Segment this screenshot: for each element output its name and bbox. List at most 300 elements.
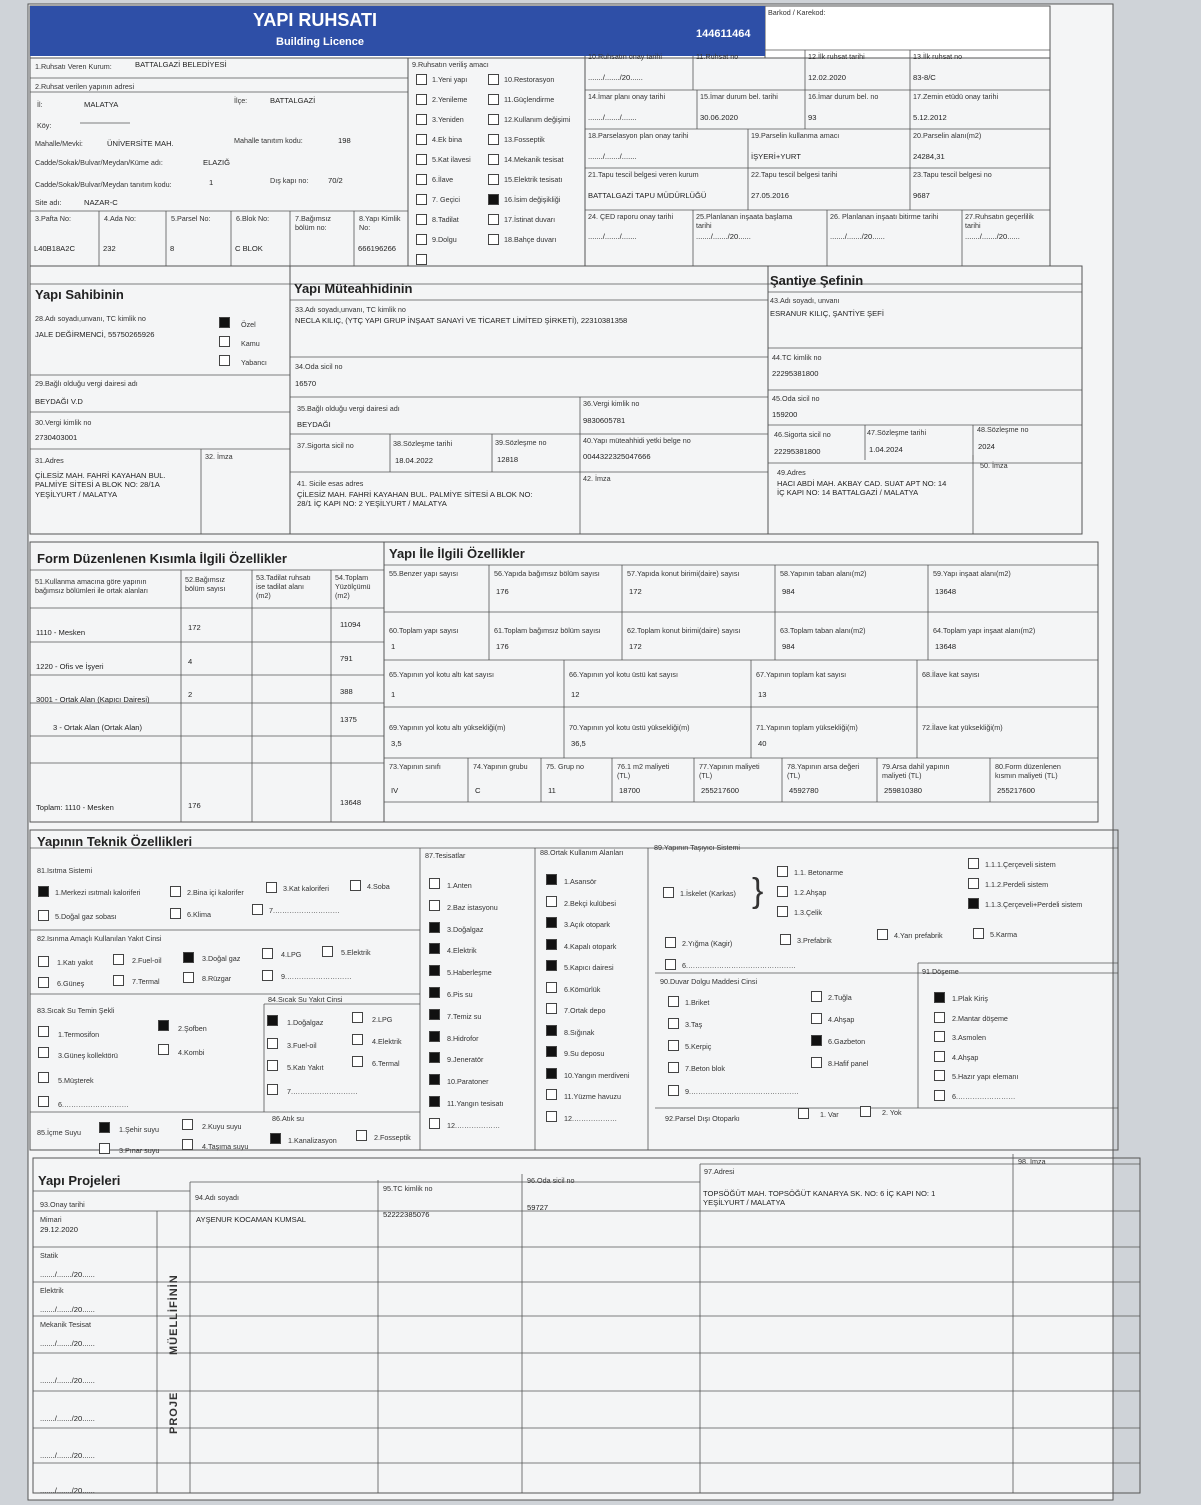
wfuel-label-3: 4.Elektrik [372,1037,402,1046]
f39-label: 39.Sözleşme no [495,438,547,447]
building-label-1: 56.Yapıda bağımsız bölüm sayısı [494,569,600,578]
common-label-10: 11.Yüzme havuzu [564,1092,622,1101]
water-label-2: 3.Güneş kollektörü [58,1051,118,1060]
purpose-checkbox-6[interactable] [416,194,427,205]
h89: 89.Yapının Taşıyıcı Sistemi [654,843,741,852]
drink-checkbox-3[interactable] [182,1139,193,1150]
drink-checkbox-1[interactable] [182,1119,193,1130]
common-checkbox-11[interactable] [546,1111,557,1122]
projects-title: Yapı Projeleri [38,1173,121,1188]
carrier-label-9: 4.Yarı prefabrik [894,931,943,940]
purpose-label-1: 2.Yenileme [432,95,468,104]
f3-label: 3.Pafta No: [35,214,71,223]
grid-label-9: 19.Parselin kullanma amacı [751,131,840,140]
grid-label-17: 27.Ruhsatın geçerlilik tarihi [965,212,1034,230]
carrier-checkbox-6[interactable] [968,898,979,909]
common-checkbox-9[interactable] [546,1068,557,1079]
floor-label-1: 2.Mantar döşeme [952,1013,1008,1023]
fuel-checkbox-4[interactable] [322,946,333,957]
grid-label-16: 26. Planlanan inşaatı bitirme tarihi [830,212,939,221]
purpose-label-8: 9.Dolgu [432,235,457,244]
header-banner [30,6,765,56]
wall-checkbox-7[interactable] [811,1057,822,1068]
owner-type-checkbox-2[interactable] [219,355,230,366]
purpose-checkbox-9[interactable] [416,254,427,265]
heat-label-3: 4.Soba [367,882,390,891]
purpose-checkbox-5[interactable] [416,174,427,185]
building-value-16: 40 [758,739,767,748]
wall-checkbox-4[interactable] [668,1040,679,1051]
carrier-checkbox-8[interactable] [780,934,791,945]
install-checkbox-10[interactable] [429,1096,440,1107]
grid-label-6: 16.İmar durum bel. no [808,92,879,101]
building-value-6: 176 [496,642,509,651]
purpose-checkbox-10[interactable] [488,74,499,85]
grid-value-5: 30.06.2020 [700,113,739,122]
common-checkbox-10[interactable] [546,1089,557,1100]
install-checkbox-5[interactable] [429,987,440,998]
drink-checkbox-2[interactable] [99,1143,110,1154]
wall-label-6: 7.Beton blok [685,1064,725,1073]
common-checkbox-3[interactable] [546,939,557,950]
fuel-label-8: 9.……………………… [281,972,352,981]
building-label-20: 75. Grup no [546,762,584,771]
carrier-checkbox-4[interactable] [968,858,979,869]
f45-label: 45.Oda sicil no [772,394,820,403]
install-checkbox-2[interactable] [429,922,440,933]
wall-label-7: 8.Hafif panel [828,1059,869,1068]
h87: 87.Tesisatlar [425,851,466,860]
water-checkbox-4[interactable] [38,1072,49,1083]
dis-kapi-value: 70/2 [328,176,343,185]
fuel-checkbox-3[interactable] [262,948,273,959]
grid-value-13: 9687 [913,191,930,200]
grid-label-1: 11.Ruhsat no [696,52,739,61]
common-checkbox-4[interactable] [546,960,557,971]
project-date-7: ......./......./20...... [40,1486,95,1495]
fuel-checkbox-8[interactable] [262,970,273,981]
f1-label: 1.Ruhsatı Veren Kurum: [35,62,112,71]
document-title: YAPI RUHSATI [253,10,378,30]
water-checkbox-3[interactable] [158,1044,169,1055]
il-value: MALATYA [84,100,119,109]
carrier-label-2: 1.2.Ahşap [794,888,827,897]
heat-label-6: 7.……………………… [269,906,340,915]
owner-type-checkbox-1[interactable] [219,336,230,347]
purpose-checkbox-16[interactable] [488,194,499,205]
common-label-8: 9.Su deposu [564,1049,605,1058]
building-label-18: 73.Yapının sınıfı [389,762,441,771]
install-checkbox-11[interactable] [429,1118,440,1129]
wfuel-checkbox-4[interactable] [267,1060,278,1071]
common-label-9: 10.Yangın merdiveni [564,1070,630,1080]
f29-value: BEYDAĞI V.D [35,397,83,406]
install-checkbox-4[interactable] [429,965,440,976]
grid-label-14: 24. ÇED raporu onay tarihi [588,212,674,221]
install-checkbox-6[interactable] [429,1009,440,1020]
building-label-13: 68.İlave kat sayısı [922,670,980,679]
wall-label-8: 9.……………………………………… [685,1087,799,1096]
building-value-15: 36,5 [571,739,586,748]
drink-checkbox-0[interactable] [99,1122,110,1133]
common-label-11: 12.……………… [564,1113,618,1123]
common-label-1: 2.Bekçi kulübesi [564,898,616,908]
f44-value: 22295381800 [772,369,819,378]
purpose-checkbox-8[interactable] [416,234,427,245]
grid-label-10: 20.Parselin alanı(m2) [913,131,982,140]
building-label-9: 64.Toplam yapı inşaat alanı(m2) [933,626,1036,635]
purpose-checkbox-17[interactable] [488,214,499,225]
f9-label: 9.Ruhsatın veriliş amacı [412,60,489,69]
wall-label-2: 3.Taş [685,1020,703,1029]
carrier-checkbox-9[interactable] [877,929,888,940]
f4-value: 232 [103,244,116,253]
heat-checkbox-6[interactable] [252,904,263,915]
building-label-17: 72.İlave kat yüksekliği(m) [922,723,1003,732]
koy-label: Köy: [37,121,52,130]
common-checkbox-2[interactable] [546,917,557,928]
carrier-checkbox-1[interactable] [777,866,788,877]
wall-checkbox-3[interactable] [811,1013,822,1024]
heat-checkbox-1[interactable] [170,886,181,897]
owner-type-checkbox-0[interactable] [219,317,230,328]
wall-checkbox-5[interactable] [811,1035,822,1046]
h96: 96.Oda sicil no [527,1176,575,1185]
f40-label: 40.Yapı müteahhidi yetki belge no [583,436,691,445]
f36-value: 9830605781 [583,416,626,425]
heat-checkbox-3[interactable] [350,880,361,891]
grid-label-8: 18.Parselasyon plan onay tarihi [588,131,689,140]
wfuel-checkbox-0[interactable] [267,1015,278,1026]
grid-label-12: 22.Tapu tescil belgesi tarihi [751,170,838,179]
grid-value-16: ......./......./20...... [830,232,885,241]
f35-value: BEYDAĞI [297,420,331,429]
install-checkbox-8[interactable] [429,1052,440,1063]
owner-type-label-1: Kamu [241,339,260,348]
carrier-brace: } [752,872,764,910]
common-checkbox-7[interactable] [546,1025,557,1036]
grid-value-17: ......./......./20...... [965,232,1020,241]
fuel-label-4: 5.Elektrik [341,948,371,957]
building-label-21: 76.1 m2 maliyeti (TL) [617,762,670,780]
floor-checkbox-0[interactable] [934,992,945,1003]
form-row-area-3: 1375 [340,715,357,724]
building-value-14: 3,5 [391,739,402,748]
f41-value: ÇİLESİZ MAH. FAHRİ KAYAHAN BUL. PALMİYE SİTESİ A BLOK NO: 28/1 İÇ KAPI NO: 2 YEŞİLYURT / MALATYA [297,490,533,509]
wall-checkbox-8[interactable] [668,1085,679,1096]
form-row-count-1: 4 [188,657,193,666]
wall-label-0: 1.Briket [685,998,710,1007]
project-date-3: ......./......./20...... [40,1339,95,1348]
carrier-checkbox-0[interactable] [663,887,674,898]
install-label-5: 6.Pis su [447,990,473,999]
floor-label-5: 6.…………………… [952,1091,1016,1101]
heat-checkbox-4[interactable] [38,910,49,921]
install-checkbox-1[interactable] [429,900,440,911]
common-checkbox-6[interactable] [546,1003,557,1014]
grid-value-12: 27.05.2016 [751,191,790,200]
purpose-checkbox-0[interactable] [416,74,427,85]
mahalle-kod-value: 198 [338,136,351,145]
form-row-count-5: 176 [188,801,201,810]
f48-label: 48.Sözleşme no [977,425,1029,434]
wall-checkbox-2[interactable] [668,1018,679,1029]
carrier-label-4: 1.1.1.Çerçeveli sistem [985,860,1056,869]
carrier-checkbox-5[interactable] [968,878,979,889]
common-checkbox-5[interactable] [546,982,557,993]
f33-value: NECLA KILIÇ, (YTÇ YAPI GRUP İNŞAAT SANAYİ VE TİCARET LİMİTED ŞİRKETİ), 22310381358 [295,316,628,325]
f44-label: 44.TC kimlik no [772,353,822,362]
fuel-label-1: 2.Fuel-oil [132,956,162,965]
purpose-checkbox-7[interactable] [416,214,427,225]
f41-label: 41. Sicile esas adres [297,479,364,488]
common-label-2: 3.Açık otopark [564,920,610,929]
carrier-checkbox-7[interactable] [665,937,676,948]
f31-value: ÇİLESİZ MAH. FAHRİ KAYAHAN BUL. PALMİYE SİTESİ A BLOK NO: 28/1A YEŞİLYURT / MALATYA [35,471,166,499]
floor-label-4: 5.Hazır yapı elemanı [952,1072,1019,1081]
ilce-value: BATTALGAZİ [270,96,316,105]
install-checkbox-9[interactable] [429,1074,440,1085]
fuel-checkbox-5[interactable] [38,977,49,988]
form-row-area-1: 791 [340,654,353,663]
water-checkbox-5[interactable] [38,1096,49,1107]
building-label-8: 63.Toplam taban alanı(m2) [780,626,866,635]
building-value-24: 259810380 [884,786,923,795]
owner-type-label-0: Özel [241,320,256,329]
f28-label: 28.Adı soyadı,unvanı, TC kimlik no [35,314,146,323]
purpose-checkbox-2[interactable] [416,114,427,125]
f48-value: 2024 [978,442,995,451]
water-label-5: 6.……………………… [58,1100,129,1109]
floor-label-3: 4.Ahşap [952,1052,979,1062]
water-checkbox-1[interactable] [158,1020,169,1031]
grid-value-7: 5.12.2012 [913,113,947,122]
wall-checkbox-0[interactable] [668,996,679,1007]
f49-label: 49.Adres [777,468,806,477]
fuel-checkbox-2[interactable] [183,952,194,963]
common-checkbox-0[interactable] [546,874,557,885]
building-label-3: 58.Yapının taban alanı(m2) [780,569,867,578]
f35-label: 35.Bağlı olduğu vergi dairesi adı [297,404,400,413]
h83: 83.Sıcak Su Temin Şekli [37,1006,115,1015]
project-name-0: AYŞENUR KOCAMAN KUMSAL [196,1215,306,1224]
h53: 53.Tadilat ruhsatı ise tadilat alanı (m2) [256,573,311,600]
floor-checkbox-3[interactable] [934,1051,945,1062]
wall-checkbox-6[interactable] [668,1062,679,1073]
building-value-7: 172 [629,642,642,651]
form-row-area-5: 13648 [340,798,362,807]
form-row-name-1: 1220 - Ofis ve İşyeri [36,662,104,671]
fuel-checkbox-6[interactable] [113,975,124,986]
purpose-checkbox-18[interactable] [488,234,499,245]
purpose-checkbox-12[interactable] [488,114,499,125]
wfuel-label-1: 2.LPG [372,1015,393,1024]
purpose-checkbox-13[interactable] [488,134,499,145]
form-row-name-3: 3 - Ortak Alan (Ortak Alan) [53,723,143,732]
project-type-1: Statik [40,1251,58,1260]
building-label-11: 66.Yapının yol kotu üstü kat sayısı [569,670,678,679]
waste-label-0: 1.Kanalizasyon [288,1136,337,1145]
licence-number: 144611464 [696,28,751,40]
project-oda-0: 59727 [527,1203,549,1212]
install-checkbox-7[interactable] [429,1031,440,1042]
building-label-22: 77.Yapının maliyeti (TL) [699,762,760,780]
il-label: İl: [37,100,43,109]
building-value-22: 255217600 [701,786,740,795]
carrier-label-8: 3.Prefabrik [797,936,832,945]
f38-value: 18.04.2022 [395,456,434,465]
grid-label-11: 21.Tapu tescil belgesi veren kurum [588,170,699,179]
install-label-7: 8.Hidrofor [447,1033,479,1043]
dis-kapi-label: Dış kapı no: [270,176,309,185]
install-label-9: 10.Paratoner [447,1077,489,1087]
contractor-title: Yapı Müteahhidinin [294,281,413,296]
h51: 51.Kullanma amacına göre yapının bağımsız bölümleri ile ortak alanları [35,577,149,595]
building-value-19: C [475,786,481,795]
waste-checkbox-0[interactable] [270,1133,281,1144]
building-value-21: 18700 [619,786,641,795]
fuel-checkbox-1[interactable] [113,954,124,965]
fuel-label-5: 6.Güneş [57,979,85,988]
building-value-9: 13648 [935,642,957,651]
wfuel-label-6: 7.……………………… [287,1087,358,1096]
wfuel-checkbox-6[interactable] [267,1084,278,1095]
carrier-checkbox-11[interactable] [665,959,676,970]
carrier-checkbox-3[interactable] [777,906,788,917]
f34-value: 16570 [295,379,317,388]
h98: 98. İmza [1018,1157,1046,1166]
common-checkbox-8[interactable] [546,1046,557,1057]
install-label-4: 5.Haberleşme [447,968,492,978]
carrier-label-11: 6.……………………………………… [682,961,796,970]
f46-label: 46.Sigorta sicil no [774,430,831,439]
carrier-label-0: 1.İskelet (Karkas) [680,889,736,898]
purpose-label-6: 7. Geçici [432,195,460,204]
wfuel-checkbox-3[interactable] [352,1034,363,1045]
building-label-16: 71.Yapının toplam yüksekliği(m) [756,723,858,732]
f3-value: L40B18A2C [34,244,75,253]
grid-label-3: 13.İlk ruhsat no [913,52,963,61]
h92: 92.Parsel Dışı Otoparkı [665,1114,740,1123]
carrier-label-5: 1.1.2.Perdeli sistem [985,880,1049,889]
parking-checkbox-0[interactable] [798,1108,809,1119]
project-date-6: ......./......./20...... [40,1451,95,1460]
heat-checkbox-2[interactable] [266,882,277,893]
purpose-label-10: 10.Restorasyon [504,75,555,84]
wfuel-checkbox-1[interactable] [352,1012,363,1023]
fuel-label-3: 4.LPG [281,950,302,959]
fuel-checkbox-7[interactable] [183,972,194,983]
grid-value-8: ......./......./....... [588,152,637,161]
grid-label-7: 17.Zemin etüdü onay tarihi [913,92,999,101]
common-label-7: 8.Sığınak [564,1027,595,1037]
f7-label: 7.Bağımsız bölüm no: [295,214,331,232]
building-value-10: 1 [391,690,396,699]
ilce-label: İlçe: [234,96,248,105]
carrier-checkbox-10[interactable] [973,928,984,939]
building-value-11: 12 [571,690,580,699]
site-value: NAZAR-C [84,198,118,207]
purpose-label-2: 3.Yeniden [432,115,464,124]
building-label-4: 59.Yapı inşaat alanı(m2) [933,569,1011,578]
waste-checkbox-1[interactable] [356,1130,367,1141]
wfuel-checkbox-2[interactable] [267,1038,278,1049]
purpose-checkbox-4[interactable] [416,154,427,165]
mahalle-kod-label: Mahalle tanıtım kodu: [234,136,303,145]
f30-label: 30.Vergi kimlik no [35,418,92,427]
f5-value: 8 [170,244,175,253]
wall-label-1: 2.Tuğla [828,993,852,1002]
building-label-19: 74.Yapının grubu [473,762,528,771]
h54: 54.Toplam Yüzölçümü (m2) [335,573,371,600]
f46-value: 22295381800 [774,447,821,456]
wfuel-checkbox-5[interactable] [352,1056,363,1067]
fuel-label-7: 8.Rüzgar [202,974,232,983]
purpose-checkbox-14[interactable] [488,154,499,165]
carrier-checkbox-2[interactable] [777,886,788,897]
parking-checkbox-1[interactable] [860,1106,871,1117]
heat-checkbox-0[interactable] [38,886,49,897]
purpose-checkbox-11[interactable] [488,94,499,105]
floor-checkbox-2[interactable] [934,1031,945,1042]
form-row-area-2: 388 [340,687,353,696]
form-row-count-2: 2 [188,690,193,699]
form-row-name-0: 1110 - Mesken [36,628,86,637]
install-checkbox-3[interactable] [429,943,440,954]
f47-label: 47.Sözleşme tarihi [867,428,927,437]
grid-label-5: 15.İmar durum bel. tarihi [700,92,778,101]
fuel-checkbox-0[interactable] [38,956,49,967]
paper [28,4,1113,1500]
water-checkbox-0[interactable] [38,1026,49,1037]
heat-checkbox-5[interactable] [170,908,181,919]
f31-label: 31.Adres [35,456,64,465]
floor-checkbox-1[interactable] [934,1012,945,1023]
carrier-label-1: 1.1. Betonarme [794,868,844,877]
building-label-10: 65.Yapının yol kotu altı kat sayısı [389,670,494,679]
project-tc-0: 52222385076 [383,1210,430,1219]
wall-checkbox-1[interactable] [811,991,822,1002]
carrier-label-3: 1.3.Çelik [794,908,822,917]
install-label-1: 2.Baz istasyonu [447,902,498,912]
floor-checkbox-4[interactable] [934,1070,945,1081]
purpose-label-11: 11.Güçlendirme [504,95,555,104]
f8-value: 666196266 [358,244,397,253]
vertical-label-author: MÜELLİFİNİN [168,1274,180,1355]
f6-label: 6.Blok No: [236,214,270,223]
carrier-label-10: 5.Karma [990,930,1018,939]
purpose-label-16: 16.İsim değişikliği [504,195,561,204]
f33-label: 33.Adı soyadı,unvanı, TC kimlik no [295,305,406,314]
purpose-checkbox-15[interactable] [488,174,499,185]
common-checkbox-1[interactable] [546,896,557,907]
f5-label: 5.Parsel No: [171,214,211,223]
wfuel-label-2: 3.Fuel-oil [287,1041,317,1050]
building-value-8: 984 [782,642,795,651]
install-checkbox-0[interactable] [429,878,440,889]
purpose-checkbox-1[interactable] [416,94,427,105]
h88: 88.Ortak Kullanım Alanları [540,848,624,857]
purpose-checkbox-3[interactable] [416,134,427,145]
grid-value-14: ......./......./....... [588,232,637,241]
building-label-15: 70.Yapının yol kotu üstü yüksekliği(m) [569,723,690,732]
floor-checkbox-5[interactable] [934,1090,945,1101]
water-checkbox-2[interactable] [38,1047,49,1058]
grid-value-9: İŞYERİ+YURT [751,152,801,161]
drink-label-0: 1.Şehir suyu [119,1125,159,1134]
cadde-kod-value: 1 [209,178,214,187]
building-value-5: 1 [391,642,396,651]
